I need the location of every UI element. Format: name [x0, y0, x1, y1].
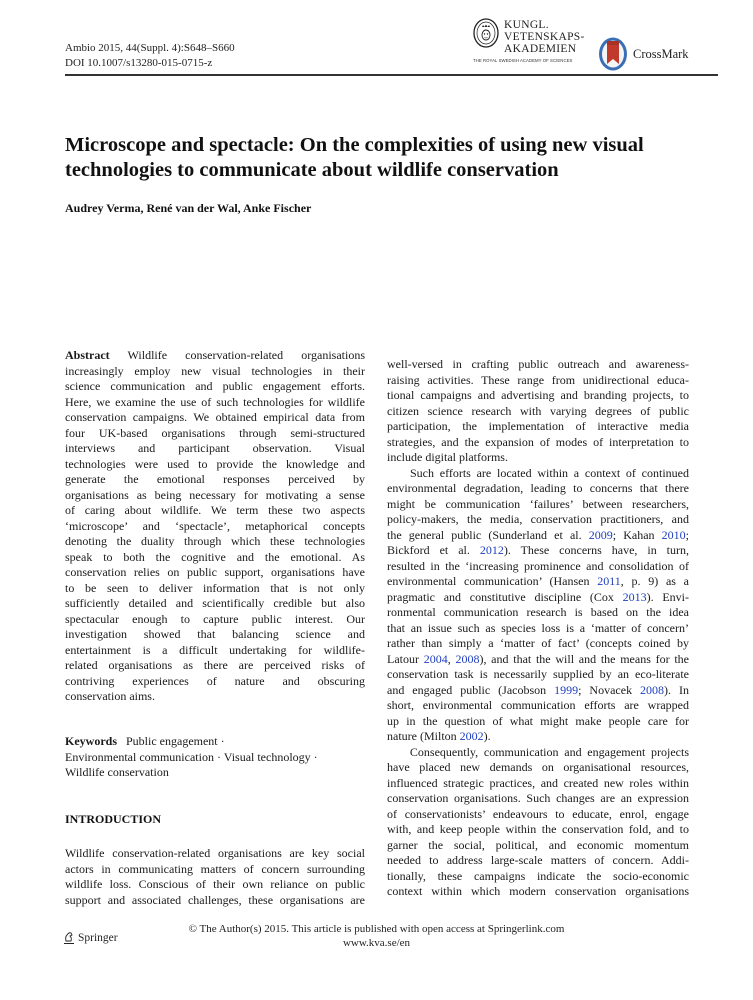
abstract-text: Wildlife conservation-related organisations [109, 348, 365, 362]
abstract-line: conservation aims. [65, 689, 155, 703]
body-line [387, 590, 689, 606]
body-text: Such efforts are located within a context of continued [387, 465, 689, 480]
body-line [387, 807, 689, 823]
body-text: up in the question of what might make people care for [387, 713, 689, 728]
body-text: tionally, these campaigns indicate the socio-economic [387, 868, 689, 883]
body-line [387, 667, 689, 683]
abstract-line: denoting the duality through which these technologies [65, 534, 365, 548]
abstract-label: Abstract [65, 348, 110, 362]
citation-link[interactable]: 2008 [640, 682, 665, 697]
crossmark-icon [598, 36, 628, 72]
body-line [387, 791, 689, 807]
body-text: short, environmental communication efforts are wrapped [387, 698, 689, 712]
body-text: participation, the implementation of interactive media [387, 419, 689, 433]
abstract-line: sufficiently detailed and scientifically credible but also [65, 596, 365, 610]
body-line [387, 512, 689, 528]
abstract-line: spectacular enough to capture public interest. Our [65, 611, 365, 626]
body-text: with, and keep people within the conservation fold, and to [387, 822, 689, 836]
citation-link[interactable]: 2009 [588, 527, 613, 542]
body-line [387, 528, 689, 544]
body-text: ; Novacek [578, 682, 641, 697]
body-line [387, 574, 689, 590]
header-rule [65, 74, 718, 76]
citation-link[interactable]: 1999 [554, 682, 579, 697]
abstract-line: contriving experiences of nature and obscuring [65, 673, 365, 688]
body-line [387, 388, 689, 404]
body-line [387, 776, 689, 792]
kva-url-link[interactable]: www.kva.se/en [342, 937, 411, 949]
kva-name-line: AKADEMIEN [504, 43, 577, 55]
abstract-line: Here, we examine the use of such technologies for wildlife [65, 394, 365, 409]
article-title: Microscope and spectacle: On the complexities of using new visual [65, 134, 644, 156]
royal-seal-icon [473, 18, 499, 48]
abstract-line: related organisations as there are perceived risks of [65, 658, 365, 672]
abstract-line: speak to both the cognitive and the emotional. As [65, 549, 365, 564]
body-text: , p. 9) as a [620, 574, 689, 588]
copyright-notice: © The Author(s) 2015. This article is published with open access at Springerlink.com [188, 923, 565, 935]
body-line [387, 450, 689, 466]
body-text: rather than simply a ‘matter of fact’ (concepts coined by [387, 636, 689, 650]
section-heading: INTRODUCTION [65, 812, 162, 826]
body-text: policy-makers, the media, conservation practitioners, and [387, 512, 689, 526]
body-line [387, 404, 689, 420]
body-text: include digital platforms. [387, 450, 508, 464]
body-line [387, 745, 689, 761]
body-line [387, 729, 689, 745]
body-text: and engaged public (Jacobson [387, 682, 555, 697]
body-text: ronmental communication research is based on the idea [387, 605, 689, 619]
doi[interactable]: DOI 10.1007/s13280-015-0715-z [65, 57, 213, 69]
body-text: nature (Milton [387, 729, 460, 743]
keywords-line: Wildlife conservation [65, 765, 169, 779]
citation-link[interactable]: 2013 [622, 589, 647, 604]
body-text: conservation task is necessarily supplied by an eco-literate [387, 667, 689, 681]
crossmark-label: CrossMark [633, 47, 689, 61]
body-line [387, 698, 689, 714]
body-text: might be communication ‘failures’ between researchers, [387, 496, 689, 511]
citation-link[interactable]: 2012 [479, 543, 504, 557]
body-line [387, 853, 689, 869]
keywords-line: Environmental communication · Visual technology · [65, 749, 318, 764]
abstract-line: technologies were used to provide the knowledge and [65, 456, 365, 471]
body-line: wildlife loss. Conscious of their own reliance on public [65, 877, 365, 891]
body-text: ). These concerns have, in turn, [503, 543, 689, 557]
abstract-line: four UK-based organisations through semi-structured [65, 425, 365, 440]
body-line [387, 481, 689, 497]
body-line [387, 435, 689, 451]
body-text: Latour [387, 651, 424, 666]
body-line [387, 884, 689, 900]
body-line [387, 714, 689, 730]
body-line [387, 621, 689, 637]
abstract-line: interviews and participant observation. Visual [65, 441, 365, 455]
body-line: actors in communicating matters of concern surrounding [65, 861, 365, 876]
abstract-line: generate the emotional responses perceived by [65, 472, 365, 486]
spacer [117, 734, 126, 748]
body-text: influenced strategic practices, and created new roles within [387, 775, 689, 790]
kva-name-line: KUNGL. [504, 19, 549, 31]
abstract-line: to be seen to deliver information that is not only [65, 580, 365, 595]
body-text: have placed new demands on organisational resources, [387, 760, 689, 774]
body-text: Consequently, communication and engagement projects [387, 744, 689, 759]
body-text: environmental degradation, leading to concerns that there [387, 481, 689, 495]
body-line [387, 559, 689, 575]
body-text: tional campaigns and advertising and branding projects, to [387, 388, 689, 402]
body-line [387, 373, 689, 389]
body-line [387, 683, 689, 699]
body-text: ), and that the will and the means for the [479, 651, 689, 666]
body-line [387, 822, 689, 838]
author-list: Audrey Verma, René van der Wal, Anke Fischer [65, 201, 312, 215]
body-line [387, 466, 689, 482]
abstract-line: science communication and public engagement efforts. [65, 379, 365, 393]
body-text: well-versed in crafting public outreach and awareness- [387, 357, 689, 371]
crossmark-badge[interactable] [598, 36, 723, 72]
body-text: garner the social, political, and economic momentum [387, 837, 689, 852]
abstract-line: conservation relies on public support, organisations have [65, 565, 365, 579]
citation-link[interactable]: 2008 [455, 651, 480, 666]
citation-link[interactable]: 2011 [597, 574, 621, 588]
body-text: of conservationists’ endeavours to educate, enrol, engage [387, 806, 689, 821]
body-text: pragmatic and constitutive discipline (Cox [387, 589, 623, 604]
kva-logo [473, 18, 595, 70]
body-text: ). [483, 729, 491, 743]
keywords-label: Keywords [65, 734, 117, 748]
abstract-line: organisations as being necessary for motivating a sense [65, 487, 365, 502]
keywords-line [65, 734, 365, 750]
body-text: ; [685, 527, 689, 542]
body-line [387, 636, 689, 652]
body-text: ). Envi- [646, 589, 690, 604]
kva-subtitle: THE ROYAL SWEDISH ACADEMY OF SCIENCES [473, 58, 573, 63]
abstract-line: increasingly employ new visual technologies in their [65, 363, 365, 378]
body-text: environmental communication’ (Hansen [387, 574, 598, 588]
abstract-line [65, 348, 365, 364]
body-line [387, 760, 689, 776]
body-line [387, 605, 689, 621]
body-text: , [447, 651, 456, 666]
kva-name-line: VETENSKAPS- [504, 31, 585, 43]
body-text: strategies, and the expansion of modes of interpretation to [387, 434, 689, 449]
body-line [387, 652, 689, 668]
publisher-name: Springer [78, 932, 118, 944]
body-text: Bickford et al. [387, 543, 480, 557]
body-text: that an issue such as species loss is a ‘matter of concern’ [387, 620, 689, 635]
body-line: support and associated challenges, these organisations are [65, 892, 365, 907]
abstract-line: conservation campaigns. We obtained empirical data from [65, 410, 365, 424]
journal-citation: Ambio 2015, 44(Suppl. 4):S648–S660 [65, 42, 235, 54]
body-line [387, 357, 689, 373]
abstract-line: entertainment is a difficult undertaking for wildlife- [65, 642, 365, 657]
body-text: citizen science research with varying degrees of public [387, 403, 689, 418]
body-text: ). In [664, 682, 689, 697]
body-text: conservation organisations. Such changes are an expression [387, 791, 689, 805]
citation-link[interactable]: 2002 [459, 729, 484, 743]
abstract-line: ‘microscope’ and ‘spectacle’, metaphorical concepts [65, 518, 365, 533]
body-text: needed to address large-scale matters of concern. Addi- [387, 853, 689, 867]
body-line [387, 543, 689, 559]
body-line [387, 869, 689, 885]
body-text: ; Kahan [612, 527, 662, 542]
body-line [387, 838, 689, 854]
body-line: Wildlife conservation-related organisations are key social [65, 846, 365, 860]
abstract-line: investigation showed that balancing science and [65, 627, 365, 641]
article-title: technologies to communicate about wildlife conservation [65, 159, 559, 181]
body-line [387, 419, 689, 435]
body-line [387, 497, 689, 513]
abstract-line: of caring about wildlife. We term these two aspects [65, 503, 365, 517]
body-text: raising activities. These range from unidirectional educa- [387, 372, 689, 387]
body-text: resulted in the ‘increasing prominence and consolidation of [387, 558, 689, 573]
citation-link[interactable]: 2004 [423, 651, 448, 666]
citation-link[interactable]: 2010 [661, 527, 686, 542]
keyword-text: Public engagement · [126, 734, 225, 748]
body-text: context within which modern conservation organisations [387, 884, 689, 898]
body-text: the general public (Sunderland et al. [387, 527, 589, 542]
